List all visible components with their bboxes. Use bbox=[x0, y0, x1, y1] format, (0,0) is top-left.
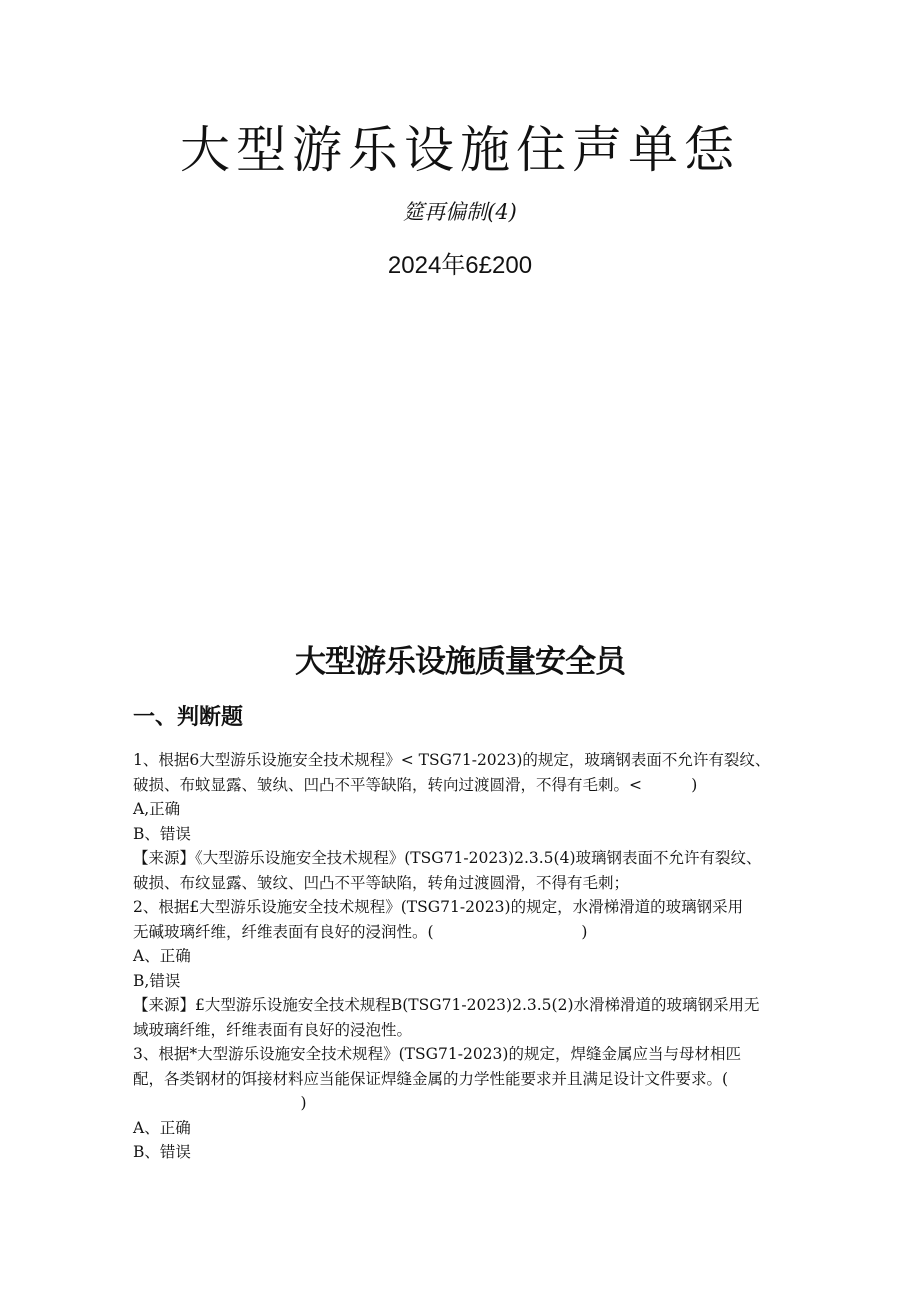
question-1-line-2: 破损、布蚊显露、皱纨、凹凸不平等缺陷，转向过渡圆滑，不得有毛刺。< ) bbox=[133, 775, 698, 794]
question-1-option-a: A,正确 bbox=[133, 800, 181, 818]
section-heading: 一、判断题 bbox=[133, 705, 244, 730]
question-1-source-line-2: 破损、布纹显露、皱纹、凹凸不平等缺陷，转角过渡圆滑，不得有毛刺； bbox=[133, 873, 630, 892]
question-2-source-line-1: 【来源】£大型游乐设施安全技术规程B(TSG71-2023)2.3.5(2)水滑梯滑道的玻璃钢采用无 bbox=[133, 996, 760, 1014]
question-2-option-a: A、正确 bbox=[133, 947, 191, 965]
question-3-option-b: B、错误 bbox=[133, 1143, 191, 1161]
question-2-option-b: B,错误 bbox=[133, 971, 181, 990]
cover-title: 大型游乐设施住声单恁 bbox=[180, 121, 740, 179]
question-3-line-3: ) bbox=[133, 1094, 307, 1112]
question-list bbox=[133, 748, 793, 1165]
question-2-line-1: 2、根据£大型游乐设施安全技术规程》(TSG71-2023)的规定，水滑梯滑道的玻璃钢采用 bbox=[133, 898, 744, 916]
question-2-line-2: 无碱玻璃纤维，纤维表面有良好的浸润性。( ) bbox=[133, 922, 588, 941]
question-1-option-b: B、错误 bbox=[133, 824, 191, 843]
question-3-line-2: 配，各类钢材的饵接材料应当能保证焊缝金属的力学性能要求并且满足设计文件要求。( bbox=[133, 1069, 729, 1088]
question-1-line-1: 1、根据6大型游乐设施安全技术规程》< TSG71-2023)的规定，玻璃钢表面不允许有裂纹、 bbox=[133, 751, 771, 769]
question-2-source-line-2: 域玻璃纤维，纤维表面有良好的浸泡性。 bbox=[133, 1020, 413, 1039]
question-3-option-a: A、正确 bbox=[133, 1118, 191, 1137]
cover-compiler: 筵再偏制(4) bbox=[403, 200, 517, 224]
question-3-line-1: 3、根据*大型游乐设施安全技术规程》(TSG71-2023)的规定，焊缝金属应当与母材相匹 bbox=[133, 1045, 741, 1063]
question-1-source-line-1: 【来源】《大型游乐设施安全技术规程》(TSG71-2023)2.3.5(4)玻璃钢表面不允许有裂纹、 bbox=[133, 849, 762, 867]
cover-date: 2024年6£200 bbox=[387, 252, 533, 279]
document-title: 大型游乐设施质量安全员 bbox=[295, 644, 625, 680]
